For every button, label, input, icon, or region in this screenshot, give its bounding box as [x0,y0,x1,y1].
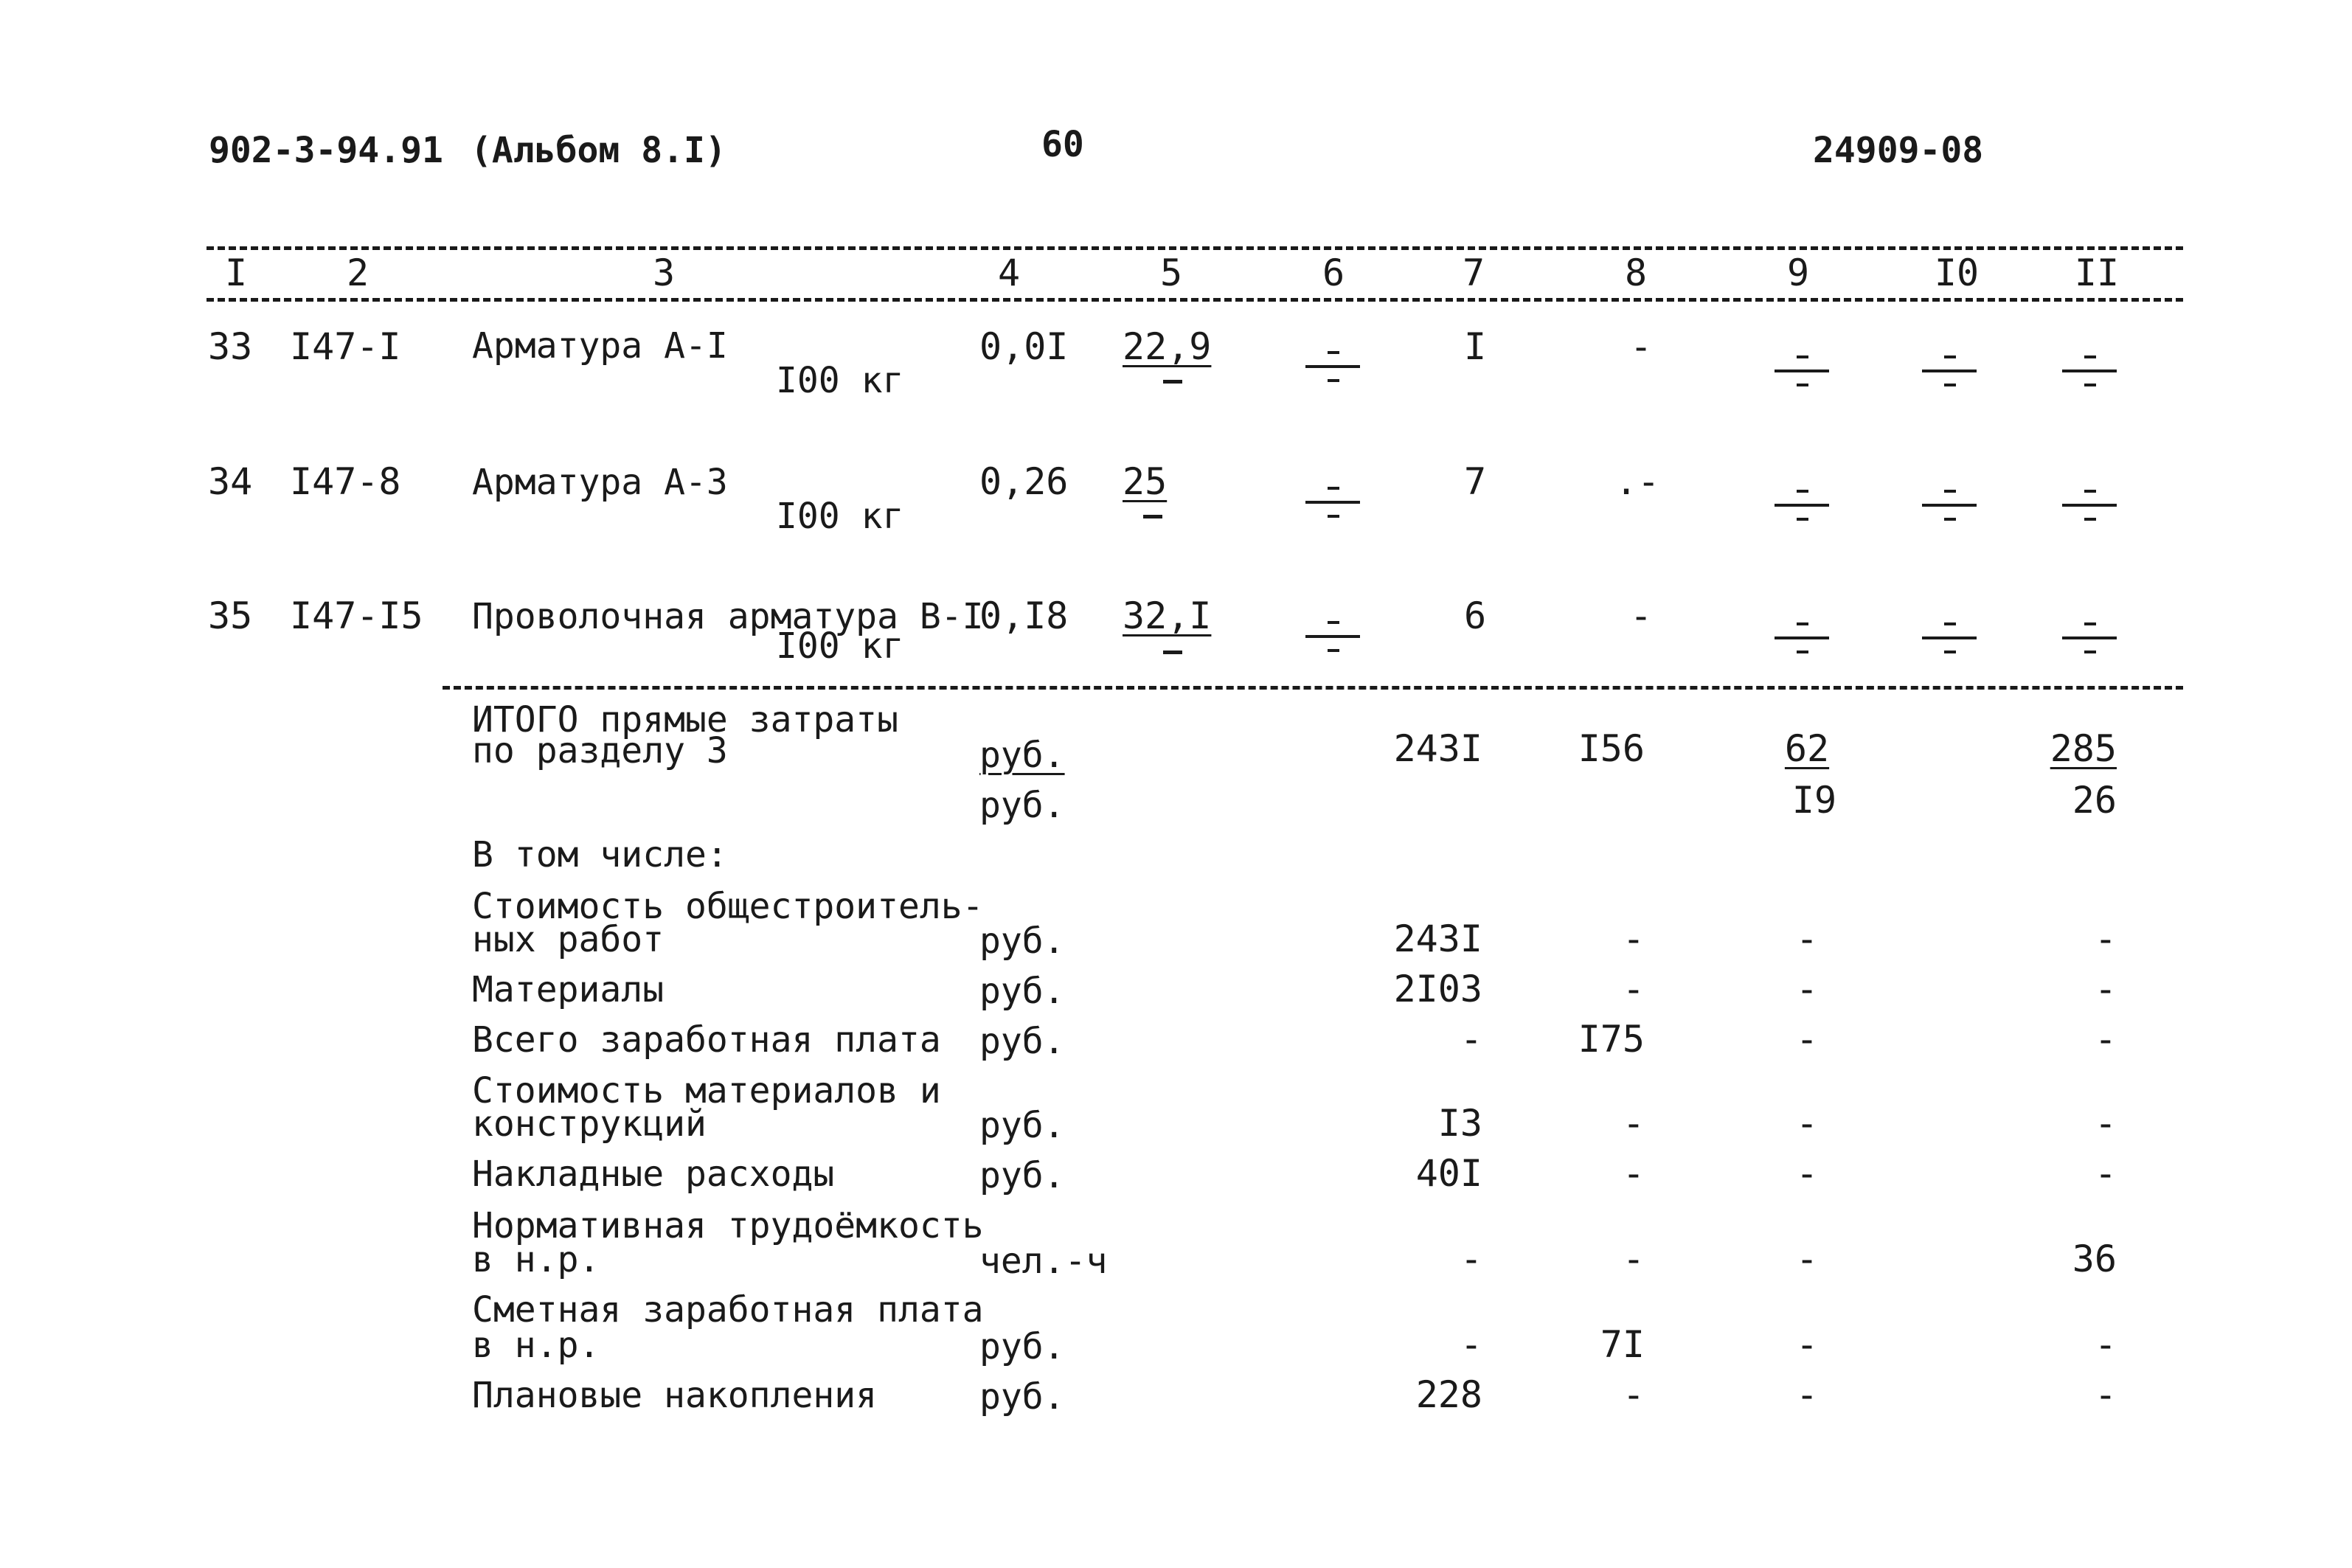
fraction-dash [2056,479,2123,531]
breakdown-col8: - [1622,1373,1645,1416]
row-col7: 7 [1464,460,1487,503]
breakdown-col8: I75 [1578,1018,1645,1061]
row-quantity: 0,0I [979,325,1069,368]
breakdown-col7: - [1460,1323,1482,1366]
including-label: В том числе: [472,834,728,875]
totals-unit-2: руб. [979,785,1065,826]
breakdown-label-line2: в н.р. [472,1239,600,1280]
breakdown-col7: - [1460,1238,1482,1280]
breakdown-label-line2: в н.р. [472,1325,600,1366]
breakdown-col11: - [2094,1152,2117,1195]
fraction-dash [1769,479,1835,531]
column-header: I0 [1934,251,1980,294]
totals-col8: I56 [1578,727,1645,770]
fraction-dash [2056,345,2123,397]
column-header: 7 [1462,251,1485,294]
row-col8: .- [1615,460,1660,503]
column-header: 3 [652,251,676,294]
breakdown-col11: - [2094,1373,2117,1416]
breakdown-col11: - [2094,968,2117,1010]
header-bottom-rule [207,298,2183,302]
totals-col9-top: 62 [1784,727,1830,770]
totals-title-line2: по разделу 3 [472,730,728,771]
row-number: 34 [208,460,253,503]
row-col7: 6 [1464,594,1487,637]
totals-col11-bottom: 26 [2072,779,2117,822]
breakdown-col7: - [1460,1018,1482,1061]
breakdown-col9: - [1795,1102,1819,1145]
totals-col11-top: 285 [2050,727,2117,770]
breakdown-label-line2: ных работ [472,919,665,960]
breakdown-label-line1: Нормативная трудоёмкость [472,1205,984,1246]
breakdown-col9: - [1795,1018,1819,1061]
breakdown-col11: - [2094,917,2117,960]
breakdown-label-line1: Сметная заработная плата [472,1289,984,1331]
doc-code: 902-3-94.91 [209,130,443,171]
column-header: 4 [997,251,1021,294]
fraction-dash [1300,611,1366,662]
column-header: 5 [1159,251,1183,294]
fraction-dash [1769,345,1835,397]
breakdown-col8: 7I [1600,1323,1645,1366]
row-code: I47-I [290,325,401,368]
breakdown-col8: - [1622,1152,1645,1195]
breakdown-col7: 243I [1393,917,1482,960]
row-price: 32,I [1123,594,1212,637]
breakdown-col8: - [1622,1238,1645,1280]
breakdown-label-line2: Накладные расходы [472,1154,835,1195]
column-header: 6 [1322,251,1345,294]
breakdown-label-line1: Стоимость материалов и [472,1070,941,1111]
column-header: 8 [1624,251,1648,294]
breakdown-label-line2: конструкций [472,1103,707,1145]
breakdown-col11: - [2094,1102,2117,1145]
totals-col9-bottom: I9 [1791,779,1837,822]
row-number: 33 [208,325,253,368]
price-bottom-dash [1163,651,1182,654]
breakdown-col9: - [1795,1373,1819,1416]
column-header: II [2074,251,2120,294]
fraction-dash [1916,612,1982,664]
row-col8: - [1630,325,1653,368]
breakdown-col11: - [2094,1323,2117,1366]
totals-col7: 243I [1393,727,1482,770]
row-price: 22,9 [1123,325,1212,368]
breakdown-unit: руб. [979,1155,1065,1196]
sheet-code: 24909-08 [1813,130,1984,171]
column-header: 2 [346,251,370,294]
row-col8: - [1630,594,1653,637]
row-name: Проволочная арматура В-I [472,596,984,637]
breakdown-label-line2: Плановые накопления [472,1375,878,1416]
breakdown-col9: - [1795,917,1819,960]
breakdown-unit: руб. [979,1376,1065,1418]
breakdown-col8: - [1622,917,1645,960]
breakdown-unit: руб. [979,971,1065,1012]
row-unit: I00 кг [776,625,904,667]
row-price: 25 [1123,460,1168,503]
row-code: I47-8 [290,460,401,503]
breakdown-unit: руб. [979,920,1065,962]
breakdown-col7: 2I03 [1393,968,1482,1010]
price-bottom-dash [1163,380,1182,384]
breakdown-label-line2: Материалы [472,969,665,1010]
price-bottom-dash [1143,515,1162,518]
fraction-dash [1916,479,1982,531]
fraction-dash [1300,341,1366,392]
row-quantity: 0,26 [979,460,1069,503]
breakdown-label-line2: Всего заработная плата [472,1019,941,1061]
breakdown-col7: I3 [1437,1102,1482,1145]
breakdown-unit: руб. [979,1021,1065,1062]
page-number: 60 [1041,124,1084,165]
row-unit: I00 кг [776,496,904,537]
fraction-dash [1916,345,1982,397]
breakdown-col9: - [1795,968,1819,1010]
row-code: I47-I5 [290,594,423,637]
breakdown-col8: - [1622,1102,1645,1145]
fraction-dash [1769,612,1835,664]
breakdown-col7: 228 [1415,1373,1482,1416]
totals-title-line1: ИТОГО прямые затраты [472,699,898,740]
column-header: 9 [1786,251,1810,294]
totals-unit-1: руб. [979,735,1065,776]
breakdown-unit: руб. [979,1105,1065,1146]
breakdown-col9: - [1795,1152,1819,1195]
breakdown-label-line1: Стоимость общестроитель- [472,886,984,927]
breakdown-col11: - [2094,1018,2117,1061]
row-quantity: 0,I8 [979,594,1069,637]
row-col7: I [1464,325,1487,368]
breakdown-unit: руб. [979,1326,1065,1367]
breakdown-col7: 40I [1415,1152,1482,1195]
row-name: Арматура А-3 [472,462,728,503]
row-unit: I00 кг [776,360,904,401]
album-label: (Альбом 8.I) [471,130,726,171]
fraction-dash [1300,476,1366,528]
section-rule [443,686,2183,690]
breakdown-col9: - [1795,1323,1819,1366]
row-name: Арматура А-I [472,325,728,367]
row-number: 35 [208,594,253,637]
column-header: I [224,251,248,294]
breakdown-unit: чел.-ч [979,1241,1108,1282]
header-top-rule [207,246,2183,250]
breakdown-col11: 36 [2072,1238,2117,1280]
breakdown-col9: - [1795,1238,1819,1280]
fraction-dash [2056,612,2123,664]
breakdown-col8: - [1622,968,1645,1010]
